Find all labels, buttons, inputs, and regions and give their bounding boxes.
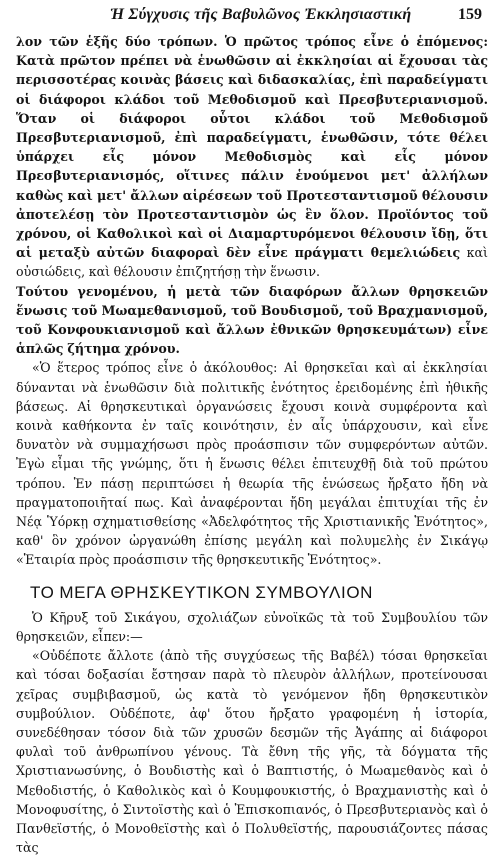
paragraph-other-religions: Τούτου γενομένου, ἡ μετὰ τῶν διαφόρων ἄλλων θρησκειῶν ἕνωσις τοῦ Μωαμεθανισμοῦ, τοῦ Βουδισμοῦ, τοῦ Βραχμανισμοῦ, τοῦ Κονφουκιανισμοῦ καὶ ἄλλων ἐθνικῶν θρησκευμάτων) εἶνε ἁπλῶς ζήτημα χρόνου.: [16, 283, 488, 357]
paragraph-first-method: [16, 32, 488, 282]
paragraph-first-method-plain: καὶ οὐσιώδεις, καὶ θέλουσιν ἐπιζητήσῃ τὴν ἕνωσιν.: [16, 245, 488, 280]
running-head: [16, 6, 488, 32]
paragraph-herald-quote: «Οὐδέποτε ἄλλοτε (ἀπὸ τῆς συγχύσεως τῆς Βαβέλ) τόσαι θρησκεῖαι καὶ τόσαι δοξασίαι ἔστησαν παρὰ τὸ πλευρὸν ἀλλήλων, προτείνουσαι χεῖρας συμβιβασμοῦ, ὡς κατὰ τὸ γενόμενον ἤδη θρησκευτικὸν συμβούλιον. Οὐδέποτε, ἀφ' ὅτου ἤρξατο γραφομένη ἡ ἱστορία, συνεδέθησαν τόσον διὰ τῶν χρυσῶν δεσμῶν τῆς Ἀγάπης αἱ διάφοροι φυλαὶ τοῦ ἀνθρωπίνου γένους. Τὰ ἔθνη τῆς γῆς, τὰ δόγματα τῆς Χριστιανωσύνης, ὁ Βουδιστὴς καὶ ὁ Βαπτιστής, ὁ Μωαμεθανὸς καὶ ὁ Μεθοδιστής, ὁ Καθολικὸς καὶ ὁ Κουμφουκιστής, ὁ Βραχμανιστὴς καὶ ὁ Μονοφυσίτης, ὁ Σιντοϊστὴς καὶ ὁ Ἐπισκοπιανός, ὁ Πρεσβυτεριανὸς καὶ ὁ Πανθεϊστής, ὁ Μονοθεϊστὴς καὶ ὁ Πολυθεϊστής, παρουσιάζοντες πάσας τὰς: [16, 648, 488, 856]
section-heading: ΤΟ ΜΕΓΑ ΘΡΗΣΚΕΥΤΙΚΟΝ ΣΥΜΒΟΥΛΙΟΝ: [30, 582, 374, 602]
running-title: Ἡ Σύγχυσις τῆς Βαβυλῶνος Ἐκκλησιαστική: [110, 6, 412, 23]
paragraph-herald-intro: Ὁ Κῆρυξ τοῦ Σικάγου, σχολιάζων εὐνοϊκῶς τὰ τοῦ Συμβουλίου τῶν θρησκειῶν, εἶπεν:—: [16, 609, 488, 644]
paragraph-second-method: «Ὁ ἕτερος τρόπος εἶνε ὁ ἀκόλουθος: Αἱ θρησκεῖαι καὶ αἱ ἐκκλησίαι δύνανται νὰ ἑνωθῶσιν διὰ πολιτικῆς ἑνότητος ἐρειδομένης ἐπὶ ἠθικῆς βάσεως. Αἱ θρησκευτικαὶ ὀργανώσεις ἔχουσι κοινὰ συμφέροντα καὶ κοινὰ καθήκοντα ἐν ταῖς κοινότησιν, ἐν αἷς ὑπάρχουσιν, καὶ εἶνε δυνατὸν νὰ συμμαχήσωσι πρὸς προάσπισιν τῶν συμφερόντων αὐτῶν. Ἐγὼ εἶμαι τῆς γνώμης, ὅτι ἡ ἕνωσις θέλει ἐπιτευχθῇ διὰ τοῦ πρώτου τρόπου. Ἐν πάσῃ περιπτώσει ἡ θεωρία τῆς ἑνώσεως ἤρξατο ἤδη νὰ πραγματοποιῆταί πως. Καὶ ἀναφέρονται ἤδη μεγάλαι ἐπιτυχίαι τῆς ἐν Νέᾳ Ὑόρκῃ σχηματισθείσης «Ἀδελφότητος τῆς Χριστιανικῆς Ἑνότητος», καθ' ὃν χρόνον ὠργανώθη ἐπίσης μεγάλη καὶ πολυμελὴς ἐν Σικάγῳ «Ἑταιρία πρὸς προάσπισιν τῆς θρησκευτικῆς Ἑνότητος».: [16, 360, 488, 568]
paragraph-first-method-bold: λον τῶν ἑξῆς δύο τρόπων. Ὁ πρῶτος τρόπος εἶνε ὁ ἑπόμενος: Κατὰ πρῶτον πρέπει νὰ ἑνωθῶσιν αἱ ἐκκλησίαι αἱ ἔχουσαι τὰς περισσοτέρας κοινὰς βάσεις καὶ διδασκαλίας, ἐπὶ παραδείγματι οἱ διάφοροι κλάδοι τοῦ Μεθοδισμοῦ καὶ Πρεσβυτεριανισμοῦ. Ὅταν οἱ διάφοροι οὗτοι κλάδοι τοῦ Μεθοδισμοῦ Πρεσβυτεριανισμοῦ, ἐπὶ παραδείγματι, ἑνωθῶσιν, τότε θέλει ὑπάρχει εἷς μόνον Μεθοδισμὸς καὶ εἷς μόνον Πρεσβυτεριανισμός, οἵτινες πάλιν ἑνούμενοι μετ' ἀλλήλων καθὼς καὶ μετ' ἄλλων αἱρέσεων τοῦ Προτεσταντισμοῦ θέλουσιν ἀποτελέσῃ τὸν Προτεσταντισμὸν ὡς ἓν ὅλον. Προϊόντος τοῦ χρόνου, οἱ Καθολικοὶ καὶ οἱ Διαμαρτυρόμενοι θέλουσιν ἴδῃ, ὅτι αἱ μεταξὺ αὐτῶν διαφοραὶ δὲν εἶνε πράγματι θεμελιώδεις: [16, 34, 488, 261]
page-number: 159: [458, 6, 482, 23]
body-text: [16, 32, 488, 857]
